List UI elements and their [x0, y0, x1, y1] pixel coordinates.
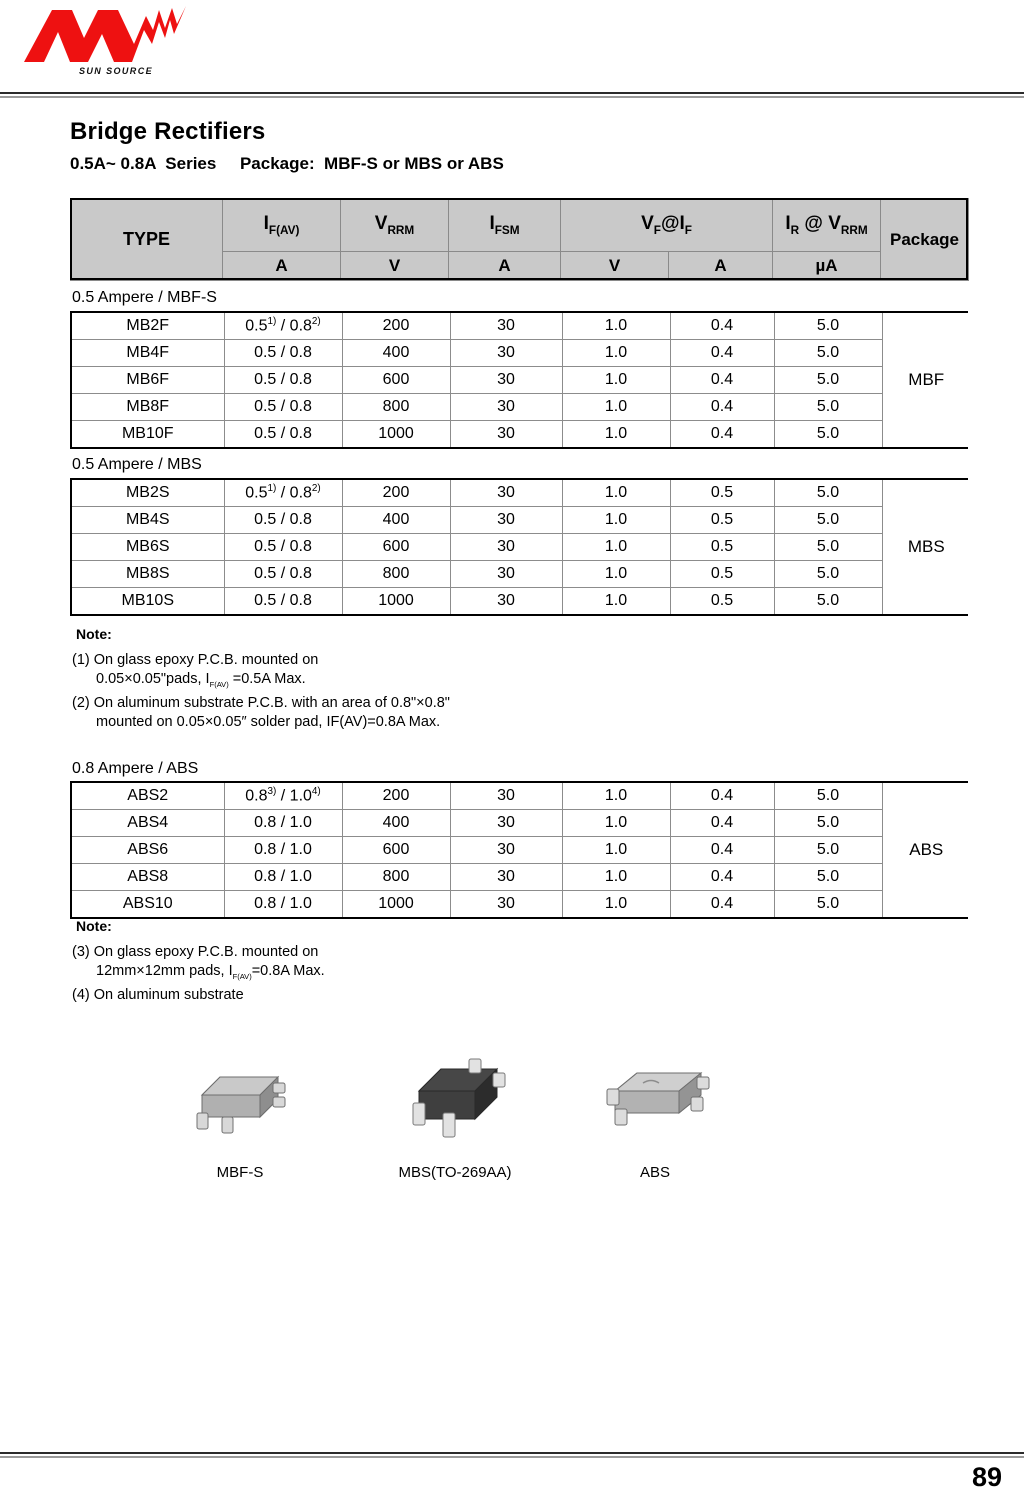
cell-ir: 5.0	[774, 891, 882, 918]
cell-vf: 1.0	[562, 810, 670, 837]
header-unit-vf: V	[561, 252, 669, 281]
cell-if-av: 0.5 / 0.8	[224, 394, 342, 421]
cell-vf: 1.0	[562, 588, 670, 615]
mw-sun-source-logo-icon	[22, 4, 192, 66]
cell-vf: 1.0	[562, 421, 670, 448]
header-cell-ifsm: $I_{FSM}$	[449, 199, 561, 252]
cell-if: 0.5	[670, 480, 774, 507]
cell-ifsm: 30	[450, 783, 562, 810]
cell-ir: 5.0	[774, 810, 882, 837]
table-row	[72, 837, 970, 864]
cell-if: 0.5	[670, 561, 774, 588]
cell-ir: 5.0	[774, 480, 882, 507]
cell-package: MBF	[908, 370, 945, 389]
cell-if: 0.4	[670, 891, 774, 918]
note-1-line-2: 0.05×0.05"pads, $I_{F(AV)} =0.5A$ Max.	[96, 671, 306, 689]
note-1-line-1: (1) On glass epoxy P.C.B. mounted on	[72, 652, 319, 668]
cell-ifsm: 30	[450, 810, 562, 837]
cell-ifsm: 30	[450, 313, 562, 340]
parameter-rows	[72, 783, 970, 917]
cell-type: MB6F	[72, 367, 224, 394]
page-title: Bridge Rectifiers	[70, 118, 266, 145]
cell-ifsm: 30	[450, 421, 562, 448]
header-unit-vrrm: V	[341, 252, 449, 281]
header-cell-if-av: $I_{F(AV)}$	[223, 199, 341, 252]
cell-ifsm: 30	[450, 588, 562, 615]
cell-type: MB4F	[72, 340, 224, 367]
mbs-to269aa-package-photo-icon	[385, 1055, 525, 1155]
cell-ifsm: 30	[450, 480, 562, 507]
note-2-line-3: (4) On aluminum substrate	[72, 986, 244, 1003]
cell-if-av: 0.5 / 0.8	[224, 561, 342, 588]
cell-vf: 1.0	[562, 561, 670, 588]
cell-if-av: 0.8 / 1.0	[224, 864, 342, 891]
cell-vrrm: 1000	[342, 588, 450, 615]
package-caption-abs: ABS	[639, 1164, 670, 1181]
cell-ir: 5.0	[774, 421, 882, 448]
table-row	[72, 534, 970, 561]
cell-ir: 5.0	[774, 340, 882, 367]
section-label-mbf-s: 0.5 Ampere / MBF-S	[72, 289, 217, 306]
table-row	[72, 367, 970, 394]
cell-type: MB10S	[72, 588, 224, 615]
footnote-ref: 3)	[267, 786, 277, 798]
footer-divider-rule	[0, 1452, 1024, 1458]
cell-if-av: 0.5 / 0.8	[224, 340, 342, 367]
cell-ifsm: 30	[450, 507, 562, 534]
abs-package-photo-icon	[585, 1055, 725, 1155]
note-block-2	[72, 918, 325, 1005]
cell-vf: 1.0	[562, 367, 670, 394]
footnote-ref: 1)	[267, 483, 277, 495]
table-row	[72, 783, 970, 810]
header-cell-vf-at-if: $V_F@I_F$	[561, 199, 773, 252]
package-caption-mbf-s: MBF-S	[216, 1164, 264, 1181]
cell-if-av: 0.5$^{1)}$ / 0.8$^{2)}$	[224, 480, 342, 507]
cell-type: MB10F	[72, 421, 224, 448]
cell-vrrm: 600	[342, 837, 450, 864]
cell-type: MB2S	[72, 480, 224, 507]
cell-vf: 1.0	[562, 534, 670, 561]
cell-if-av: 0.5$^{1)}$ / 0.8$^{2)}$	[224, 313, 342, 340]
cell-if: 0.5	[670, 507, 774, 534]
cell-if: 0.4	[670, 783, 774, 810]
note-2-line-2: 12mm×12mm pads, $I_{F(AV)}=0.8A$ Max.	[96, 963, 325, 981]
note-block-1	[72, 626, 450, 732]
note-1-line-3: (2) On aluminum substrate P.C.B. with an area of 0.8"×0.8"	[72, 694, 450, 711]
cell-type: MB8F	[72, 394, 224, 421]
mbf-s-package-photo-icon	[180, 1055, 300, 1155]
cell-vrrm: 1000	[342, 421, 450, 448]
cell-ir: 5.0	[774, 588, 882, 615]
cell-type: MB2F	[72, 313, 224, 340]
parameter-table-mbf-s	[70, 311, 968, 449]
section-label-mbs: 0.5 Ampere / MBS	[72, 456, 202, 473]
cell-if: 0.4	[670, 421, 774, 448]
cell-vrrm: 800	[342, 394, 450, 421]
cell-if-av: 0.5 / 0.8	[224, 421, 342, 448]
cell-type: ABS2	[72, 783, 224, 810]
parameter-rows	[72, 313, 970, 447]
cell-package: ABS	[909, 840, 944, 859]
cell-vf: 1.0	[562, 313, 670, 340]
table-row	[72, 313, 970, 340]
cell-vf: 1.0	[562, 394, 670, 421]
cell-vf: 1.0	[562, 783, 670, 810]
cell-vrrm: 400	[342, 810, 450, 837]
cell-ir: 5.0	[774, 561, 882, 588]
cell-ifsm: 30	[450, 891, 562, 918]
cell-vf: 1.0	[562, 864, 670, 891]
cell-vrrm: 800	[342, 561, 450, 588]
cell-ir: 5.0	[774, 837, 882, 864]
cell-type: ABS4	[72, 810, 224, 837]
header-unit-ifsm: A	[449, 252, 561, 281]
header-unit-if-av: A	[223, 252, 341, 281]
cell-ifsm: 30	[450, 394, 562, 421]
header-unit-ir: µA	[773, 252, 881, 281]
cell-if: 0.4	[670, 864, 774, 891]
header-cell-vrrm: $V_{RRM}$	[341, 199, 449, 252]
logo-tagline: SUN SOURCE	[79, 66, 154, 76]
cell-ifsm: 30	[450, 534, 562, 561]
cell-vrrm: 400	[342, 340, 450, 367]
cell-ir: 5.0	[774, 864, 882, 891]
cell-if-av: 0.5 / 0.8	[224, 367, 342, 394]
table-row	[72, 810, 970, 837]
footnote-ref: 4)	[311, 786, 321, 798]
package-photo-item-mbs	[340, 1055, 570, 1181]
note-1-line-4: mounted on 0.05×0.05″ solder pad, IF(AV)=0.8A Max.	[96, 713, 441, 730]
cell-vrrm: 600	[342, 367, 450, 394]
cell-if-av: 0.5 / 0.8	[224, 507, 342, 534]
package-photo-item-abs	[555, 1055, 755, 1181]
cell-if-av: 0.5 / 0.8	[224, 588, 342, 615]
cell-ifsm: 30	[450, 837, 562, 864]
header-divider-rule	[0, 92, 1024, 98]
cell-if-av: 0.5 / 0.8	[224, 534, 342, 561]
table-row	[72, 421, 970, 448]
cell-type: ABS6	[72, 837, 224, 864]
table-row	[72, 864, 970, 891]
cell-if: 0.4	[670, 313, 774, 340]
cell-if: 0.5	[670, 588, 774, 615]
note-2-line-1: (3) On glass epoxy P.C.B. mounted on	[72, 944, 319, 960]
cell-if: 0.4	[670, 394, 774, 421]
header-cell-ir-at-vrrm: $I_R$ @ $V_{RRM}$	[773, 199, 881, 252]
cell-if: 0.4	[670, 367, 774, 394]
company-logo	[22, 4, 192, 86]
cell-vrrm: 400	[342, 507, 450, 534]
cell-vf: 1.0	[562, 340, 670, 367]
package-caption-mbs: MBS(TO-269AA)	[398, 1164, 512, 1181]
cell-ir: 5.0	[774, 367, 882, 394]
cell-if: 0.5	[670, 534, 774, 561]
cell-ifsm: 30	[450, 367, 562, 394]
cell-ir: 5.0	[774, 534, 882, 561]
table-row	[72, 340, 970, 367]
cell-if: 0.4	[670, 837, 774, 864]
table-row	[72, 561, 970, 588]
cell-if: 0.4	[670, 810, 774, 837]
cell-ifsm: 30	[450, 561, 562, 588]
parameter-table-header	[70, 198, 969, 281]
table-row	[72, 480, 970, 507]
section-label-abs: 0.8 Ampere / ABS	[72, 760, 199, 777]
header-unit-if: A	[669, 252, 773, 281]
cell-vf: 1.0	[562, 507, 670, 534]
cell-vrrm: 200	[342, 783, 450, 810]
cell-ifsm: 30	[450, 864, 562, 891]
cell-vf: 1.0	[562, 480, 670, 507]
cell-vrrm: 800	[342, 864, 450, 891]
cell-type: ABS10	[72, 891, 224, 918]
cell-ir: 5.0	[774, 507, 882, 534]
table-row	[72, 891, 970, 918]
cell-vrrm: 200	[342, 480, 450, 507]
cell-vf: 1.0	[562, 891, 670, 918]
cell-if-av: 0.8 / 1.0	[224, 891, 342, 918]
footnote-ref: 2)	[311, 483, 321, 495]
cell-vrrm: 600	[342, 534, 450, 561]
cell-if-av: 0.8$^{3)}$ / 1.0$^{4)}$	[224, 783, 342, 810]
cell-if-av: 0.8 / 1.0	[224, 810, 342, 837]
package-photo-gallery	[70, 1055, 968, 1200]
cell-type: ABS8	[72, 864, 224, 891]
cell-type: MB6S	[72, 534, 224, 561]
cell-type: MB8S	[72, 561, 224, 588]
footnote-ref: 2)	[311, 316, 321, 328]
cell-ir: 5.0	[774, 783, 882, 810]
cell-ifsm: 30	[450, 340, 562, 367]
table-row	[72, 394, 970, 421]
cell-vrrm: 1000	[342, 891, 450, 918]
table-row	[72, 507, 970, 534]
footnote-ref: 1)	[267, 316, 277, 328]
cell-if: 0.4	[670, 340, 774, 367]
header-cell-package: Package	[881, 199, 969, 281]
note-2-title: Note:	[76, 918, 112, 934]
parameter-rows	[72, 480, 970, 614]
parameter-table-mbs	[70, 478, 968, 616]
cell-ir: 5.0	[774, 394, 882, 421]
package-photo-item-mbf-s	[160, 1055, 320, 1181]
cell-ir: 5.0	[774, 313, 882, 340]
header-cell-type: TYPE	[71, 199, 223, 281]
cell-package: MBS	[907, 537, 945, 556]
cell-if-av: 0.8 / 1.0	[224, 837, 342, 864]
page-subtitle: 0.5A~ 0.8A Series Package: MBF-S or MBS or ABS	[70, 154, 504, 173]
page-number: 89	[971, 1462, 1002, 1492]
cell-vrrm: 200	[342, 313, 450, 340]
note-1-title: Note:	[76, 626, 112, 642]
cell-vf: 1.0	[562, 837, 670, 864]
cell-type: MB4S	[72, 507, 224, 534]
parameter-table-abs	[70, 781, 968, 919]
table-row	[72, 588, 970, 615]
